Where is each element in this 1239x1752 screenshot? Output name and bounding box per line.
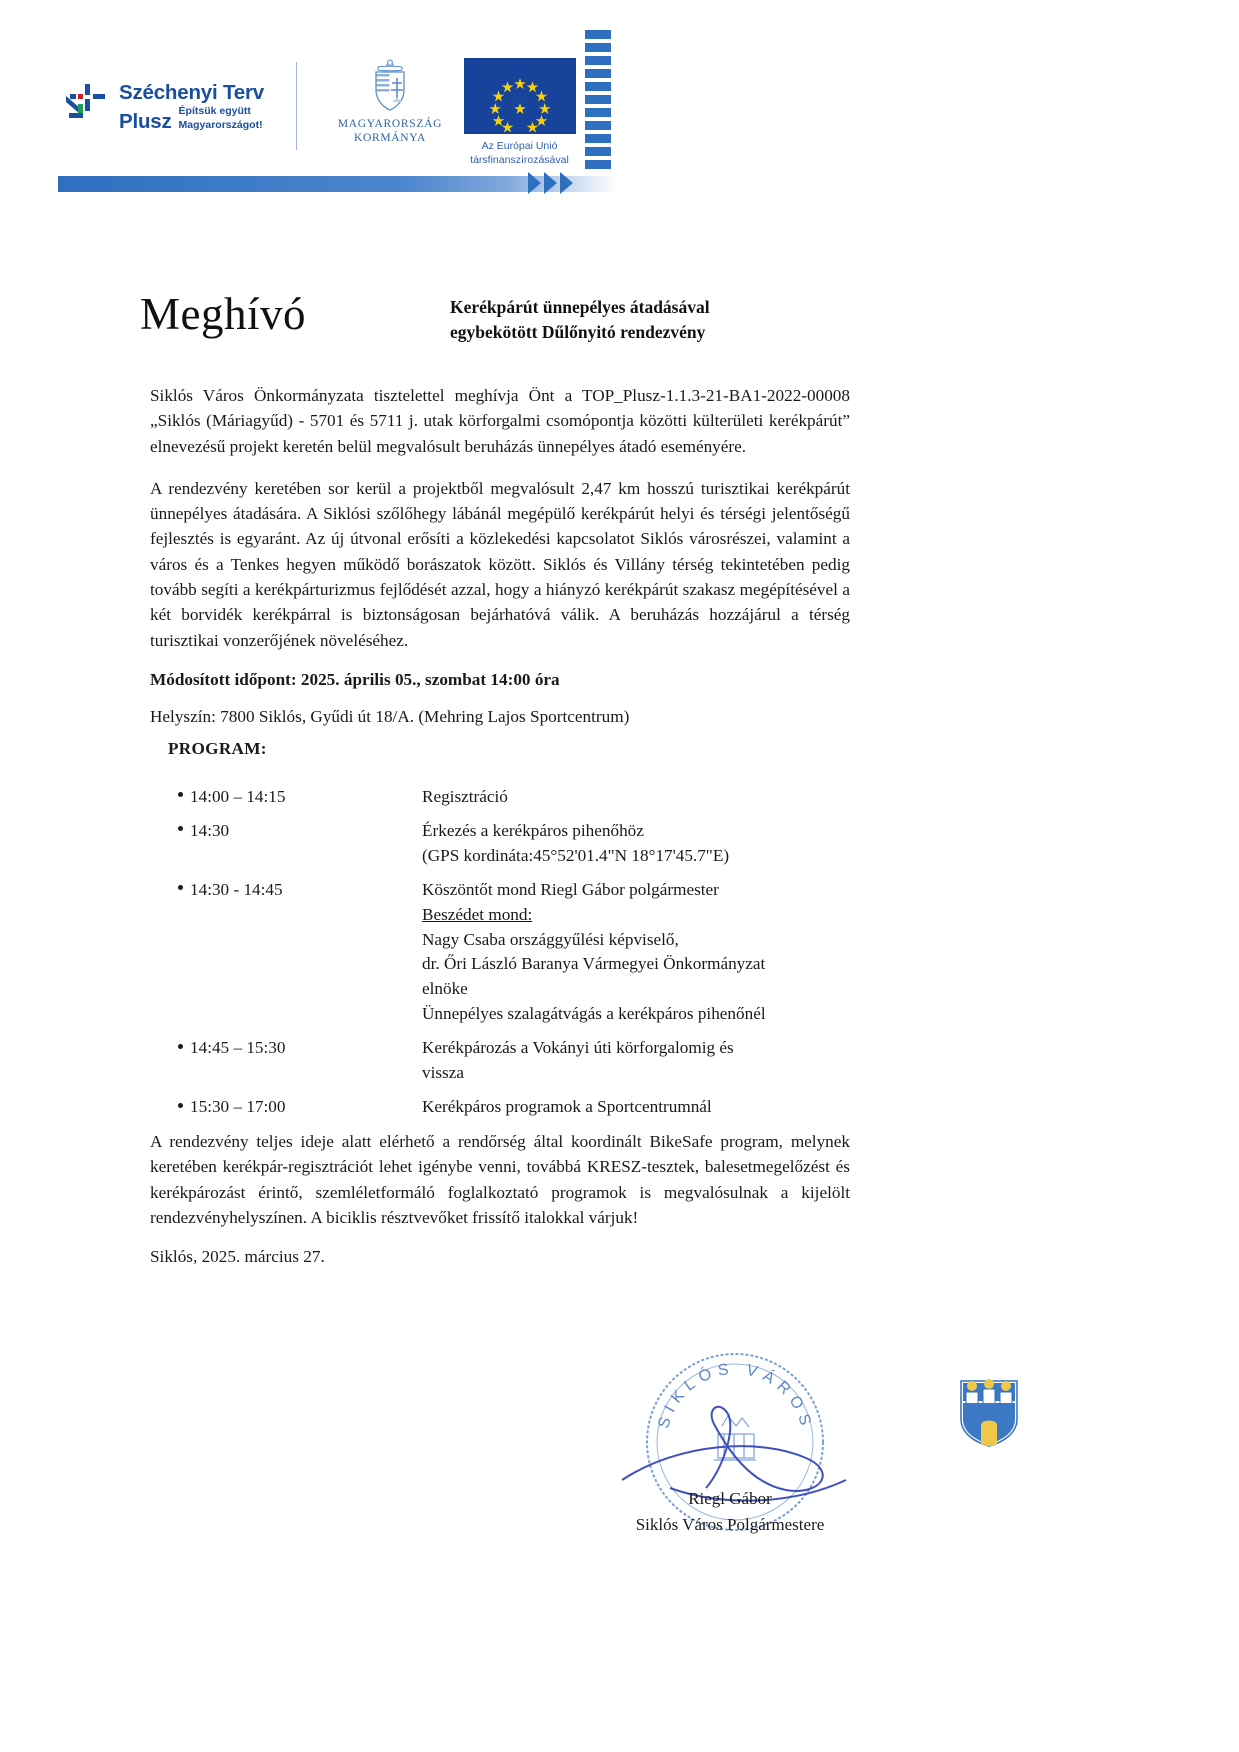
program-item — [150, 1095, 850, 1120]
hungary-government-logo — [330, 58, 450, 146]
program-description-line: Köszöntőt mond Riegl Gábor polgármester — [422, 879, 719, 899]
arrow-decoration — [528, 172, 573, 194]
government-line2: KORMÁNYA — [353, 132, 427, 145]
program-description-line: Kerékpáros programok a Sportcentrumnál — [422, 1097, 712, 1117]
document-body — [150, 383, 850, 1279]
szechenyi-slogan — [179, 105, 263, 132]
program-description-line: elnöke — [422, 979, 468, 999]
siklos-city-crest — [958, 1375, 1020, 1447]
program-item — [150, 1036, 850, 1086]
program-description-line: Beszédet mond: — [422, 904, 533, 924]
signature-role: Siklós Város Polgármestere — [635, 1514, 825, 1534]
bullet-icon — [150, 1036, 190, 1086]
eu-line1: Az Európai Unió — [481, 140, 558, 152]
closing-paragraph: A rendezvény teljes ideje alatt elérhető a rendőrség által koordinált BikeSafe program, melynek keretében kerékpár-regisztrációt lehet igénybe venni, továbbá KRESZ-tesztek, balesetmegelőzést és kerékpározást érintő, szemléletformáló foglalkoztató programok is megvalósulnak a kijelölt rendezvényhelyszínen. A biciklis résztvevőket frissítő italokkal várjuk! — [150, 1132, 850, 1227]
funding-banner — [0, 0, 1239, 215]
program-description-line: dr. Őri László Baranya Vármegyei Önkormányzat — [422, 954, 766, 974]
eu-label — [452, 140, 587, 167]
szechenyi-slogan-line2: Magyarországot! — [178, 118, 263, 131]
program-heading: PROGRAM: — [168, 738, 267, 758]
event-datetime: Módosított időpont: 2025. április 05., szombat 14:00 óra — [150, 669, 560, 689]
program-time: 14:45 – 15:30 — [190, 1038, 286, 1058]
government-line1: MAGYARORSZÁG — [337, 118, 443, 130]
program-description-line: vissza — [422, 1063, 465, 1083]
szechenyi-terv-plusz-logo — [60, 82, 264, 134]
bullet-icon — [150, 819, 190, 869]
event-venue: Helyszín: 7800 Siklós, Gyűdi út 18/A. (Mehring Lajos Sportcentrum) — [150, 706, 630, 726]
program-description-line: (GPS kordináta:45°52'01.4"N 18°17'45.7"E) — [422, 845, 730, 865]
eu-flag-icon — [464, 58, 576, 134]
page-title: Meghívó — [140, 289, 306, 339]
program-time: 14:00 – 14:15 — [190, 786, 286, 806]
signature-name: Riegl Gábor — [688, 1489, 772, 1508]
program-description — [422, 1036, 850, 1086]
program-time: 14:30 — [190, 820, 230, 840]
program-time: 14:30 - 14:45 — [190, 879, 283, 899]
event-subtitle — [450, 295, 930, 345]
title-row — [140, 288, 1100, 358]
bullet-icon — [150, 785, 190, 810]
program-description-line: Érkezés a kerékpáros pihenőhöz — [422, 820, 644, 840]
program-description-line: Regisztráció — [422, 786, 508, 806]
svg-text:SIKLÓS VÁROS: SIKLÓS VÁROS — [655, 1360, 816, 1433]
government-label — [330, 117, 450, 146]
program-description-line: Nagy Csaba országgyűlési képviselő, — [422, 929, 679, 949]
bullet-icon — [150, 878, 190, 1028]
program-item — [150, 819, 850, 869]
logo-divider — [296, 62, 297, 150]
description-paragraph: A rendezvény keretében sor kerül a projektből megvalósult 2,47 km hosszú turisztikai kerékpárút ünnepélyes átadására. A Siklósi szőlőhegy lábánál megépülő kerékpárút helyi és térségi jelentőségű fejlesztés is egyaránt. Az új útvonal erősíti a közlekedési kapcsolatot Siklós városrészei, valamint a város és a Tenkes hegyen működő borászatok között. Siklós és Villány térség tekintetében pedig tovább segíti a kerékpárturizmus fejlődését azzal, hogy a hiányzó kerékpárút szakasz megépítésével a két borvidék kerékpárral is biztonságosan bejárhatóvá válik. A beruházás hozzájárul a térség turisztikai vonzerőjének növeléséhez. — [150, 478, 850, 650]
program-description — [422, 785, 850, 810]
program-list — [150, 785, 850, 1120]
place-and-date: Siklós, 2025. március 27. — [150, 1247, 325, 1267]
signature-block — [560, 1486, 900, 1537]
chevron-column-decoration — [585, 30, 615, 185]
eu-line2: társfinanszírozásával — [470, 153, 569, 166]
program-item — [150, 878, 850, 1028]
program-item — [150, 785, 850, 810]
bullet-icon — [150, 1095, 190, 1120]
eu-cofunding-logo — [452, 58, 587, 167]
szechenyi-mark-icon — [60, 82, 110, 134]
program-time: 15:30 – 17:00 — [190, 1097, 286, 1117]
event-subtitle-line1: Kerékpárút ünnepélyes átadásával — [450, 297, 710, 317]
program-description — [422, 1095, 850, 1120]
szechenyi-line2: Plusz — [119, 109, 172, 133]
szechenyi-wordmark — [119, 80, 264, 133]
hungarian-coat-of-arms-icon — [369, 58, 411, 112]
program-description-line: Ünnepélyes szalagátvágás a kerékpáros pihenőnél — [422, 1004, 766, 1024]
szechenyi-slogan-line1: Építsük együtt — [178, 105, 251, 118]
intro-paragraph: Siklós Város Önkormányzata tisztelettel meghívja Önt a TOP_Plusz-1.1.3-21-BA1-2022-00008 „Siklós (Máriagyűd) - 5701 és 5711 j. utak körforgalmi csomópontja közötti külterületi kerékpárút” elnevezésű projekt keretén belül megvalósult beruházás ünnepélyes átadó eseményére. — [150, 386, 850, 456]
program-description — [422, 819, 850, 869]
program-description — [422, 878, 850, 1028]
program-description-line: Kerékpározás a Vokányi úti körforgalomig és — [422, 1038, 734, 1058]
event-subtitle-line2: egybekötött Dűlőnyitó rendezvény — [450, 321, 706, 342]
szechenyi-line1: Széchenyi Terv — [119, 80, 264, 104]
